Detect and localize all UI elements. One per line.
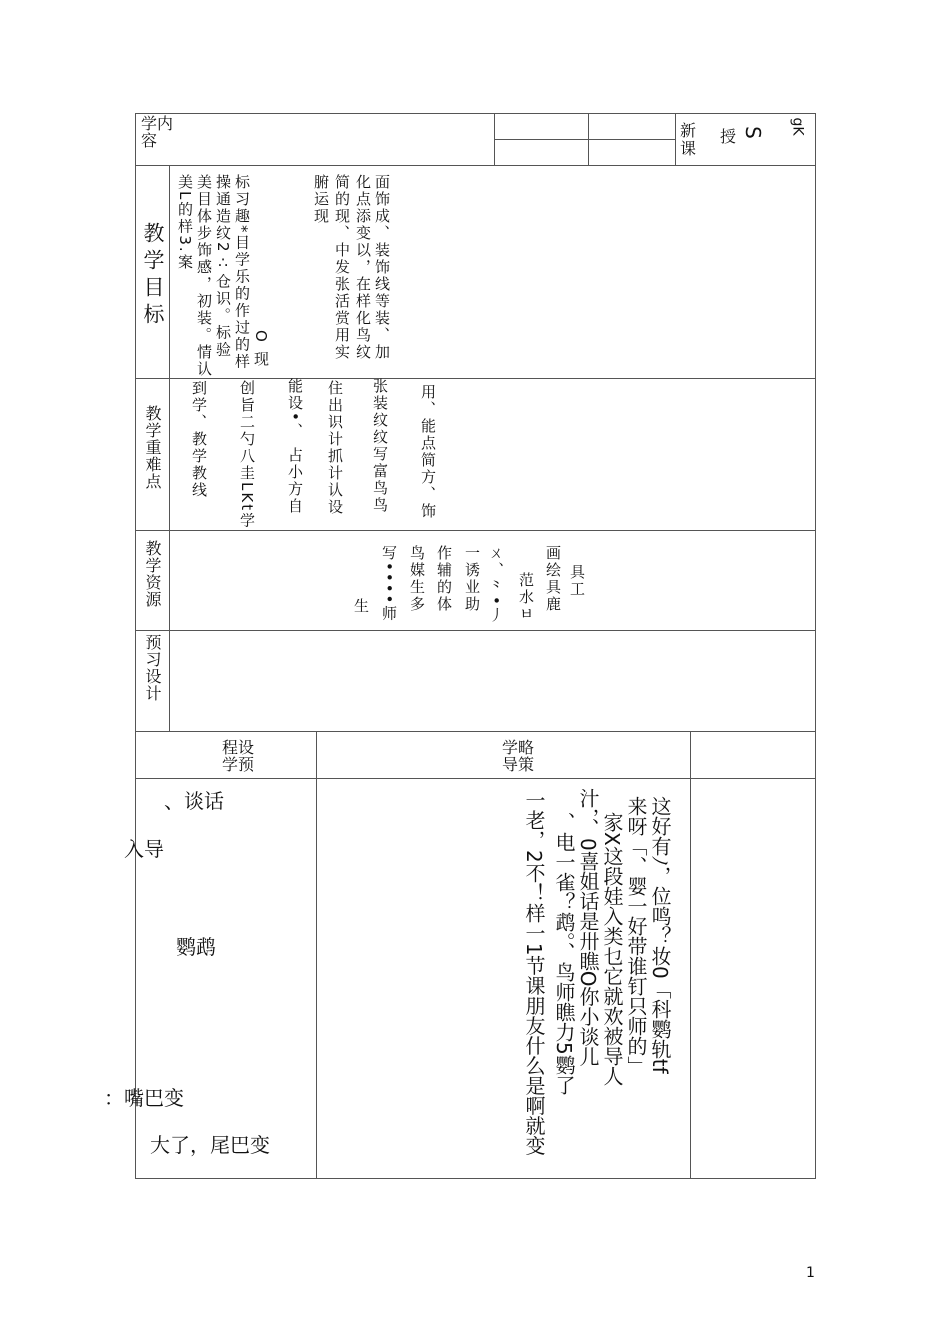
process-header-left-1: 程设	[222, 738, 255, 757]
keypoints-label: 教学重难点	[143, 405, 162, 490]
process-col-4-text: 汁，、0喜姐话是卅瞧O你小谈儿	[576, 788, 600, 1067]
goals-col-9: 美L的样3.案	[176, 174, 194, 271]
gk-mark: gK	[789, 117, 806, 136]
resources-col-1: 具工	[568, 564, 586, 598]
goals-col-5: O 现	[252, 330, 270, 368]
process-col-6-text: 一老，2不！样一1节课朋友什么是啊就变	[522, 790, 546, 1156]
resources-col-9: 生	[352, 598, 370, 615]
keypoints-col-3: 住出识计抓计认设	[326, 380, 344, 516]
goals-label: 教学目标	[141, 222, 165, 330]
keypoints-col-2: 张装纹纹写富鸟鸟	[371, 378, 389, 514]
process-col-5-text: 、电一雀？鹉。、鸟师瞧力5鹦了	[552, 812, 576, 1095]
process-left-2: 入导	[124, 837, 164, 861]
content-label: 学内	[141, 114, 174, 133]
goals-col-2: 化点添变以，在样化鸟纹	[354, 174, 372, 361]
table-border-bottom	[135, 1178, 816, 1179]
goals-col-4: 腑运现	[312, 174, 330, 225]
row-divider-process	[135, 778, 816, 779]
new-lesson-label: 新	[680, 121, 697, 140]
resources-col-4: ㄨ、⺀•丿	[487, 545, 505, 624]
resources-col-2: 画绘具鹿	[544, 545, 562, 613]
header-col-3	[675, 113, 676, 165]
header-col-1	[494, 113, 495, 165]
resources-col-7: 鸟媒生多	[408, 545, 426, 613]
keypoints-col-5: 创旨二勺八圭LKt学	[238, 380, 256, 530]
row-divider-goals	[135, 165, 816, 166]
process-left-4: ：嘴巴变	[104, 1086, 184, 1110]
process-col-1-text: 这好有ﾉ，位鸣？妆0「科鹦轨tf	[648, 796, 672, 1074]
row-divider-keypoints	[135, 378, 816, 379]
process-left-3: 鹦鹉	[176, 935, 216, 959]
teach-label: 授	[720, 127, 737, 146]
resources-label: 教学资源	[143, 540, 162, 608]
keypoints-col-4: 能设•、 占小方自	[286, 378, 304, 515]
process-col-3-text: 家X这段娃入类乜它就欢被导人	[600, 812, 624, 1086]
table-border-right	[815, 113, 816, 1179]
label-column-divider	[169, 165, 170, 731]
process-header-mid-1: 学略	[502, 738, 535, 757]
header-inner-line	[494, 139, 675, 140]
page-number: 1	[806, 1265, 815, 1281]
process-left-5: 大了，尾巴变	[150, 1133, 270, 1157]
goals-col-3: 简的现、中发张活赏用实	[333, 174, 351, 361]
keypoints-col-1: 用、能点简方、饰	[419, 384, 437, 520]
new-lesson-label-2: 课	[680, 139, 697, 158]
content-label-2: 容	[141, 131, 158, 150]
goals-col-7: 操通造纹2∴仓识。标验	[214, 174, 232, 359]
row-divider-preview	[135, 630, 816, 631]
resources-col-6: 作辅的体	[435, 545, 453, 613]
process-header-mid-2: 导策	[502, 755, 535, 774]
process-col-1	[316, 731, 317, 1179]
resources-col-5: 一诱业助	[463, 545, 481, 613]
header-col-2	[588, 113, 589, 165]
keypoints-col-6: 到学、教学教线	[190, 380, 208, 499]
goals-col-1: 面饰成、装饰线等装、加	[373, 174, 391, 361]
goals-col-8: 美目体步饰感，初装。情认	[195, 174, 213, 378]
table-border-top	[135, 113, 816, 114]
row-divider-resources	[135, 530, 816, 531]
process-col-2-text: 来呀「、婴一好带谁钉只师的」	[624, 796, 648, 1076]
process-header-left-2: 学预	[222, 755, 255, 774]
resources-col-8: 写••••师	[380, 545, 398, 623]
row-divider-process-header	[135, 731, 816, 732]
s-mark: S	[740, 126, 765, 139]
table-border-left	[135, 113, 136, 1179]
goals-col-6: 标习趣*目学乐的作过的样	[233, 174, 251, 371]
process-left-1: 、谈话	[164, 789, 224, 813]
preview-label: 预习设计	[143, 634, 162, 702]
process-col-2	[690, 731, 691, 1179]
resources-col-3: 范水ㅂ	[517, 572, 535, 623]
